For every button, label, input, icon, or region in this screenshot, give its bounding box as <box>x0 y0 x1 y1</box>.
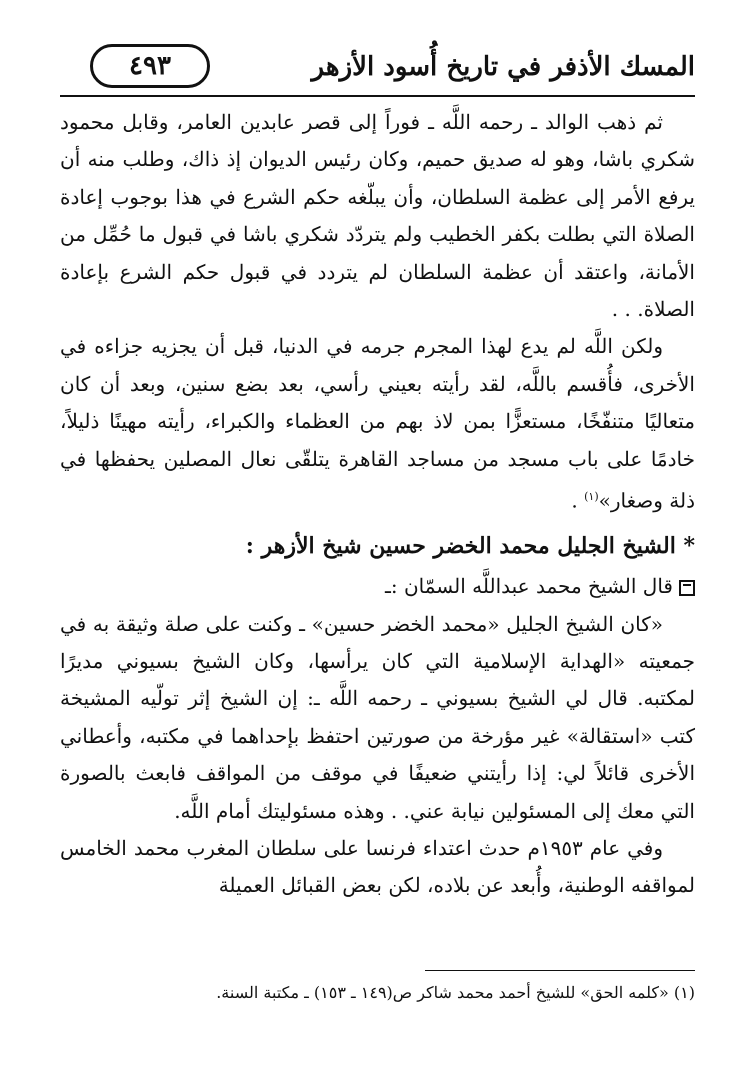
quote-intro <box>60 568 695 605</box>
footnote-divider <box>425 970 695 971</box>
footnote: (١) «كلمه الحق» للشيخ أحمد محمد شاكر ص(١٤٩ ـ ١٥٣) ـ مكتبة السنة. <box>216 983 695 1002</box>
section-heading <box>60 524 695 568</box>
paragraph-4: وفي عام ١٩٥٣م حدث اعتداء فرنسا على سلطان المغرب محمد الخامس لمواقفه الوطنية، وأُبعد عن بلاده، لكن بعض القبائل العميلة <box>60 835 695 898</box>
footnote-reference[interactable]: (١) <box>584 490 599 504</box>
paragraph-3: «كان الشيخ الجليل «محمد الخضر حسين» ـ وكنت على صلة وثيقة به في جمعيته «الهداية الإسلامية التي كان يرأسها، وكان الشيخ بسيوني مديرًا لمكتبه. قال لي الشيخ بسيوني ـ رحمه اللَّه ـ: إن الشيخ إثر تولّيه المشيخة كتب «استقالة» غير مؤرخة من صورتين احتفظ بإحداهما في مكتبه، وأعطاني الأخرى قائلاً لي: إذا رأيتني ضعيفًا في موقف من المواقف فابعث بالصورة التي معك إلى المسئولين نيابة عني. . وهذه مسئوليتك أمام اللَّه. <box>60 611 696 823</box>
header-divider <box>60 95 695 97</box>
box-bullet-icon <box>679 580 695 596</box>
running-title: المسك الأذفر في تاريخ أُسود الأزهر <box>311 52 695 82</box>
paragraph-2 <box>60 328 695 520</box>
quote-intro-text: قال الشيخ محمد عبداللَّه السمّان :ـ <box>385 574 673 599</box>
page-header <box>60 40 695 98</box>
page-body <box>60 104 695 905</box>
page-number-badge: ٤٩٣ <box>90 44 210 88</box>
paragraph-2-text: ولكن اللَّه لم يدع لهذا المجرم جرمه في الدنيا، قبل أن يجزيه جزاءه في الأخرى، فأُقسم باللَّه، لقد رأيته بعيني رأسي، بعد بضع سنين، وبعد أن كان متعاليًا متنفّخًا، مستعزًّا بمن لاذ بهم من العظماء والكبراء، رأيته مهينًا ذليلاً، خادمًا على باب مسجد من مساجد القاهرة يتلقّى نعال المصلين يحفظها في ذلة وصغار» <box>60 334 695 513</box>
section-heading-text: الشيخ الجليل محمد الخضر حسين شيخ الأزهر : <box>245 533 676 560</box>
paragraph-1: ثم ذهب الوالد ـ رحمه اللَّه ـ فوراً إلى قصر عابدين العامر، وقابل محمود شكري باشا، وهو له صديق حميم، وكان رئيس الديوان إذ ذاك، وطلب منه أن يرفع الأمر إلى عظمة السلطان، وأن يبلّغه حكم الشرع في هذا بوجوب إعادة الصلاة التي بطلت بكفر الخطيب ولم يتردّد شكري باشا في قبول ما حُمِّل من الأمانة، واعتقد أن عظمة السلطان لم يتردد في قبول حكم الشرع بإعادة الصلاة. . . <box>60 110 695 322</box>
asterisk-icon: * <box>683 533 695 560</box>
paragraph-2-end: . <box>571 488 585 513</box>
